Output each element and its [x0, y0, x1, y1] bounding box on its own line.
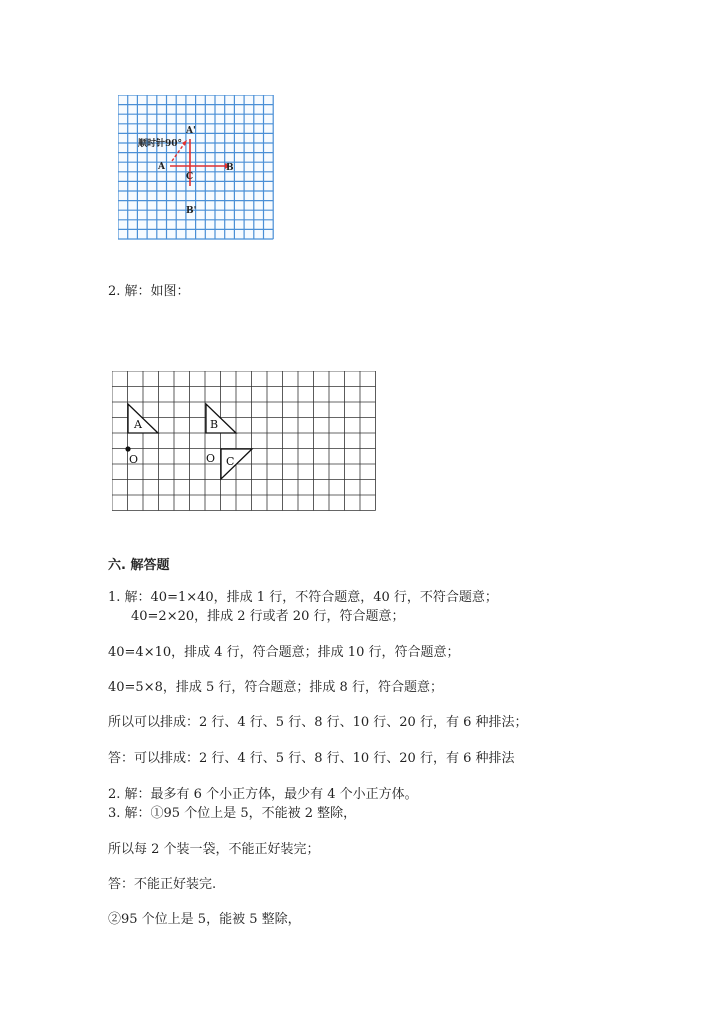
answer-line-11: ②95 个位上是 5，能被 5 整除，: [108, 912, 301, 927]
label-o-left: O: [129, 453, 139, 466]
point-o-dot: [125, 446, 130, 451]
point-b-prime-label: B': [186, 206, 197, 216]
black-grid-lines: [112, 371, 376, 511]
point-c-label: C: [186, 172, 194, 182]
point-a-prime-label: A': [186, 126, 196, 136]
answer-line-2: 40=2×20，排成 2 行或者 20 行，符合题意；: [131, 609, 405, 624]
answer-line-3: 40=4×10，排成 4 行，符合题意；排成 10 行，符合题意；: [108, 645, 460, 660]
label-b: B: [210, 418, 219, 431]
rotation-grid-figure: [118, 95, 274, 240]
answer-line-8: 3. 解：①95 个位上是 5，不能被 2 整除，: [108, 806, 357, 821]
answer-line-1: 1. 解：40=1×40，排成 1 行，不符合题意，40 行，不符合题意；: [108, 590, 498, 605]
label-a: A: [134, 418, 142, 431]
point-a-label: A: [158, 162, 165, 172]
answer-line-10: 答：不能正好装完.: [108, 877, 217, 892]
answer-line-7: 2. 解：最多有 6 个小正方体，最少有 4 个小正方体。: [108, 787, 418, 802]
answer-line-6: 答：可以排成：2 行、4 行、5 行、8 行、10 行、20 行，有 6 种排法: [108, 751, 515, 766]
label-o-right: O: [206, 452, 216, 465]
point-b-label: B: [226, 163, 234, 173]
answer-line-9: 所以每 2 个装一袋，不能正好装完；: [108, 842, 320, 857]
section-title: 六. 解答题: [108, 558, 170, 573]
triangle-grid-figure: [112, 371, 378, 512]
answer-2-intro: 2. 解：如图：: [108, 284, 190, 299]
answer-line-5: 所以可以排成：2 行、4 行、5 行、8 行、10 行、20 行，有 6 种排法；: [108, 715, 528, 730]
rotate-label: 顺时针90°: [138, 139, 183, 149]
label-c: C: [226, 455, 235, 468]
answer-line-4: 40=5×8，排成 5 行，符合题意；排成 8 行，符合题意；: [108, 680, 443, 695]
